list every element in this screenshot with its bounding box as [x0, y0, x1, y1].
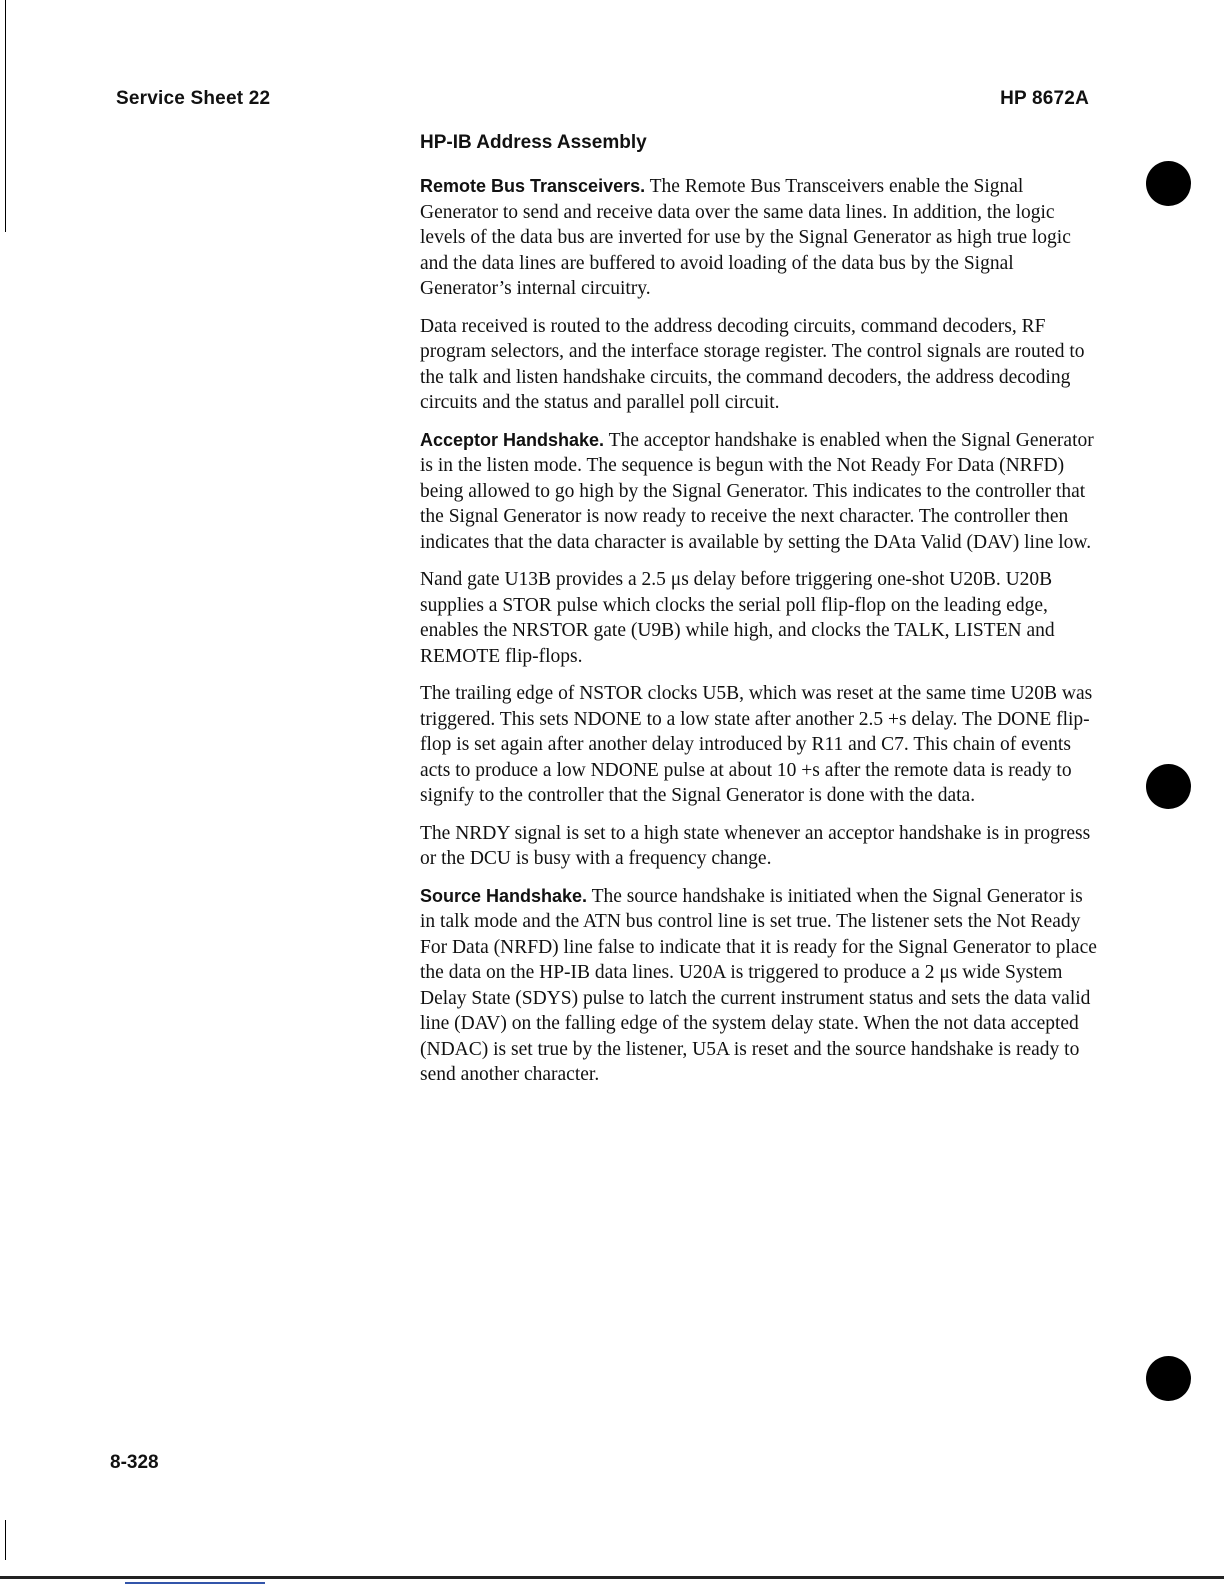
paragraph-text: Nand gate U13B provides a 2.5 μs delay before triggering one-shot U20B. U20B supplies a STOR pulse which clocks the serial poll flip-flop on the leading edge, enables the NRSTOR gate (U9B) while high, and clocks the TALK, LISTEN and REMOTE flip-flops.	[420, 569, 1055, 667]
paragraph-trailing-edge	[420, 681, 1100, 809]
run-in-heading: Acceptor Handshake.	[420, 429, 605, 450]
binder-hole	[1146, 161, 1191, 206]
service-sheet-label: Service Sheet 22	[116, 88, 271, 109]
paragraph-nrdy-signal	[420, 821, 1100, 872]
scan-edge-line	[5, 1520, 6, 1560]
scan-edge-line	[0, 1576, 1224, 1579]
binder-hole	[1146, 1356, 1191, 1401]
run-in-heading: Source Handshake.	[420, 885, 588, 906]
paragraph-text: Data received is routed to the address decoding circuits, command decoders, RF program selectors, and the interface storage register. The control signals are routed to the talk and listen handshake circuits, the command decoders, the address decoding circuits and the status and parallel poll circuit.	[420, 315, 1085, 413]
paragraph-text: The source handshake is initiated when the Signal Generator is in talk mode and the ATN bus control line is set true. The listener sets the Not Ready For Data (NRFD) line false to indicate that it is ready for the Signal Generator to place the data on the HP-IB data lines. U20A is triggered to produce a 2 μs wide System Delay State (SDYS) pulse to latch the current instrument status and sets the data valid line (DAV) on the falling edge of the system delay state. When the not data accepted (NDAC) is set true by the listener, U5A is reset and the source handshake is ready to send another character.	[420, 885, 1097, 1085]
section-title: HP-IB Address Assembly	[420, 132, 647, 153]
main-content	[420, 132, 1100, 1100]
model-number: HP 8672A	[1000, 88, 1089, 109]
paragraph-acceptor-handshake	[420, 428, 1100, 556]
page-number: 8-328	[110, 1452, 159, 1473]
paragraph-nand-gate	[420, 567, 1100, 669]
paragraph-data-received	[420, 314, 1100, 416]
binder-hole	[1146, 764, 1191, 809]
scan-edge-line	[5, 0, 6, 232]
paragraph-text: The acceptor handshake is enabled when the Signal Generator is in the listen mode. The sequence is begun with the Not Ready For Data (NRFD) being allowed to go high by the Signal Generator. This indicates to the controller that the Signal Generator is now ready to receive the next character. The controller then indicates that the data character is available by setting the DAta Valid (DAV) line low.	[420, 429, 1094, 553]
run-in-heading: Remote Bus Transceivers.	[420, 176, 646, 196]
paragraph-text: The Remote Bus Transceivers enable the Signal Generator to send and receive data over the same data lines. In addition, the logic levels of the data bus are inverted for use by the Signal Generator as high true logic and the data lines are buffered to avoid loading of the data bus by the Signal Generator’s internal circuitry.	[420, 176, 1071, 299]
paragraph-remote-bus-transceivers	[420, 174, 1100, 302]
paragraph-text: The NRDY signal is set to a high state whenever an acceptor handshake is in progress or the DCU is busy with a frequency change.	[420, 822, 1091, 869]
paragraph-source-handshake	[420, 884, 1100, 1088]
paragraph-text: The trailing edge of NSTOR clocks U5B, which was reset at the same time U20B was triggered. This sets NDONE to a low state after another 2.5 +s delay. The DONE flip-flop is set again after another delay introduced by R11 and C7. This chain of events acts to produce a low NDONE pulse at about 10 +s after the remote data is ready to signify to the controller that the Signal Generator is done with the data.	[420, 683, 1093, 806]
